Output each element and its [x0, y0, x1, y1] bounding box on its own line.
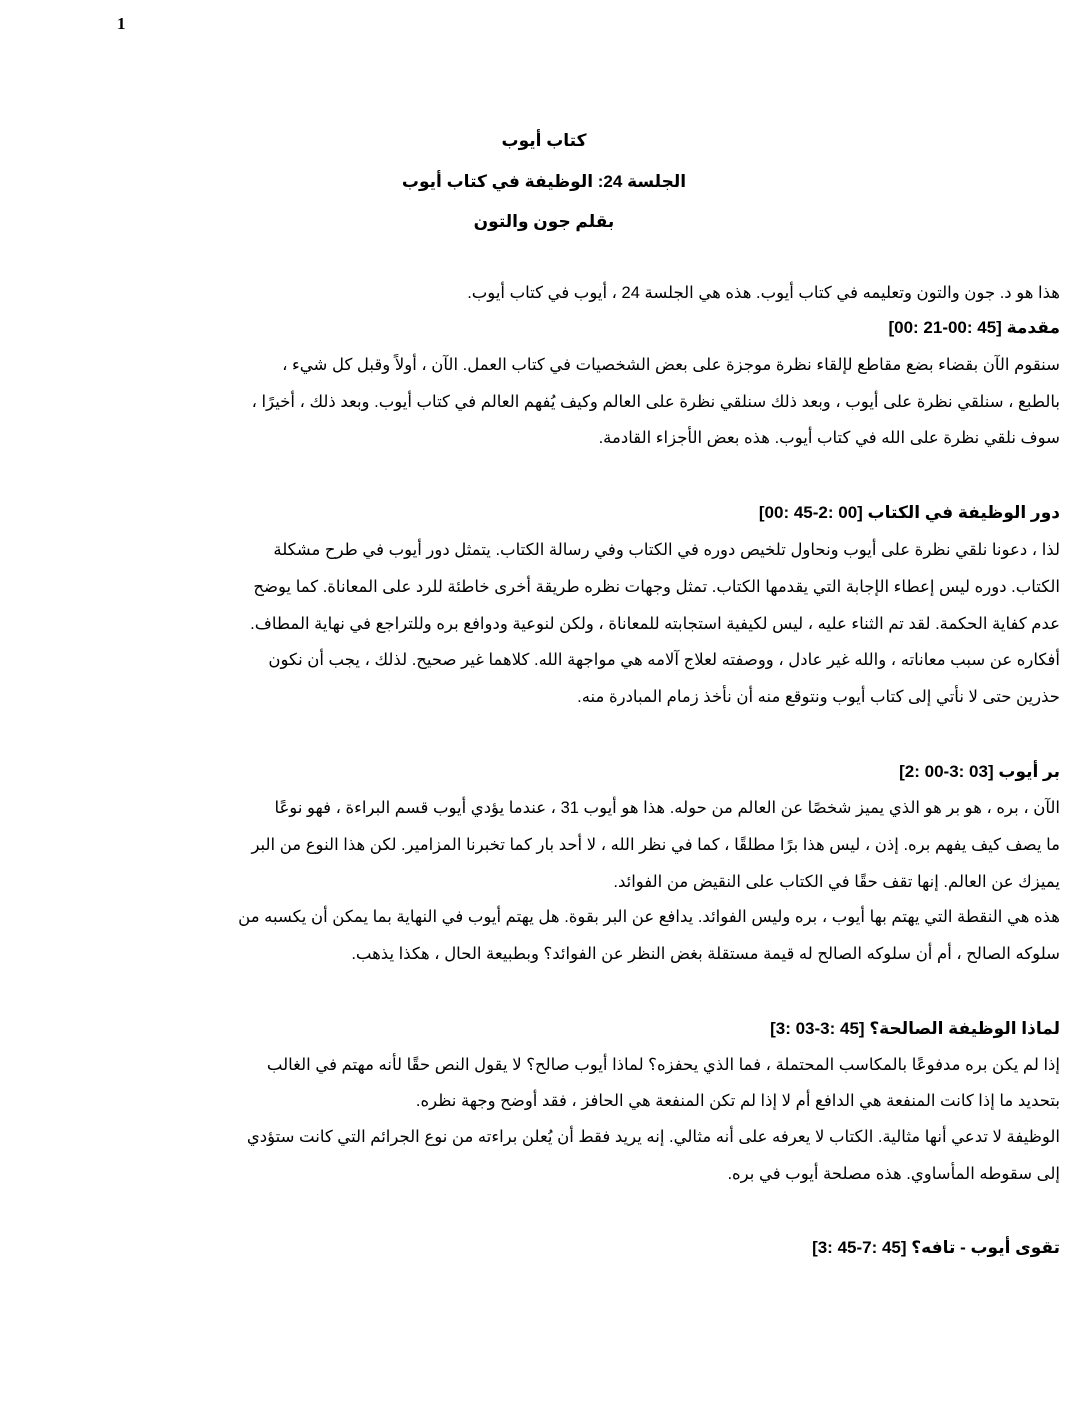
section-heading	[812, 1238, 1060, 1258]
paragraph-line: ما يصف كيف يفهم بره. إذن ، ليس هذا برًا مطلقًا ، كما في نظر الله ، لا أحد بار كما تخبرنا المزامير. لكن هذا النوع من البر	[251, 836, 1060, 854]
paragraph-line: بالطبع ، سنلقي نظرة على أيوب ، وبعد ذلك سنلقي نظرة على العالم وكيف يُفهم العالم في كتاب أيوب. وبعد ذلك ، أخيرًا ،	[251, 393, 1060, 411]
paragraph-line: سوف نلقي نظرة على الله في كتاب أيوب. هذه بعض الأجزاء القادمة.	[598, 429, 1060, 447]
paragraph-line: الآن ، بره ، هو بر هو الذي يميز شخصًا عن العالم من حوله. هذا هو أيوب 31 ، عندما يؤدي أيوب قسم البراءة ، فهو نوعًا	[274, 799, 1060, 817]
paragraph-line: لذا ، دعونا نلقي نظرة على أيوب ونحاول تلخيص دوره في الكتاب وفي رسالة الكتاب. يتمثل دور أيوب في طرح مشكلة	[273, 541, 1060, 559]
paragraph-line: إلى سقوطه المأساوي. هذه مصلحة أيوب في بره.	[727, 1165, 1060, 1183]
section-heading-text: بر أيوب	[998, 762, 1060, 781]
book-title: كتاب أيوب	[501, 131, 587, 150]
paragraph-line: بتحديد ما إذا كانت المنفعة هي الدافع أم لا إذا لم تكن المنفعة هي الحافز ، فقد أوضح وجهة نظره.	[415, 1092, 1060, 1110]
section-heading-text: لماذا الوظيفة الصالحة؟	[869, 1019, 1060, 1038]
section-heading	[888, 318, 1060, 338]
paragraph-line: الوظيفة لا تدعي أنها مثالية. الكتاب لا يعرفه على أنه مثالي. إنه يريد فقط أن يُعلن براءته من نوع الجرائم التي كانت ستؤدي	[246, 1128, 1060, 1146]
section-heading-text: مقدمة	[1006, 318, 1060, 337]
session-title: الجلسة 24: الوظيفة في كتاب أيوب	[401, 172, 687, 191]
section-heading	[759, 503, 1060, 523]
section-heading	[899, 762, 1060, 782]
section-heading-text: تقوى أيوب - تافه؟	[911, 1238, 1060, 1257]
section-timestamp: [00: 21-00: 45]	[888, 318, 1002, 337]
paragraph-line: عدم كفاية الحكمة. لقد تم الثناء عليه ، ليس لكيفية استجابته للمعاناة ، ولكن لنوعية ودوافع بره وللتراجع في نهاية المطاف.	[250, 615, 1060, 633]
paragraph-line: يميزك عن العالم. إنها تقف حقًا في الكتاب على النقيض من الفوائد.	[613, 873, 1060, 891]
page-number: 1	[117, 14, 126, 33]
section-timestamp: [3: 45-7: 45]	[812, 1238, 907, 1257]
section-timestamp: [2: 00-3: 03]	[899, 762, 994, 781]
paragraph-line: إذا لم يكن بره مدفوعًا بالمكاسب المحتملة ، فما الذي يحفزه؟ لماذا أيوب صالح؟ لا يقول النص حقًا لأنه مهتم في الغالب	[266, 1056, 1060, 1074]
intro-paragraph: هذا هو د. جون والتون وتعليمه في كتاب أيوب. هذه هي الجلسة 24 ، أيوب في كتاب أيوب.	[467, 284, 1060, 302]
paragraph-line: هذه هي النقطة التي يهتم بها أيوب ، بره وليس الفوائد. يدافع عن البر بقوة. هل يهتم أيوب في النهاية بما يمكن أن يكسبه من	[238, 908, 1060, 926]
section-heading-text: دور الوظيفة في الكتاب	[867, 503, 1060, 522]
author-line: بقلم جون والتون	[473, 212, 615, 231]
paragraph-line: سنقوم الآن بقضاء بضع مقاطع لإلقاء نظرة موجزة على بعض الشخصيات في كتاب العمل. الآن ، أولاً وقبل كل شيء ،	[282, 356, 1060, 374]
paragraph-line: حذرين حتى لا نأتي إلى كتاب أيوب ونتوقع منه أن نأخذ زمام المبادرة منه.	[577, 688, 1060, 706]
section-timestamp: [00: 45-2: 00]	[758, 503, 863, 522]
paragraph-line: سلوكه الصالح ، أم أن سلوكه الصالح له قيمة مستقلة بغض النظر عن الفوائد؟ وبطبيعة الحال ، هكذا يذهب.	[351, 945, 1060, 963]
section-heading	[770, 1019, 1060, 1039]
section-timestamp: [3: 03-3: 45]	[770, 1019, 865, 1038]
paragraph-line: أفكاره عن سبب معاناته ، والله غير عادل ، ووصفته لعلاج آلامه هي مواجهة الله. كلاهما غير صحيح. لذلك ، يجب أن نكون	[268, 651, 1060, 669]
paragraph-line: الكتاب. دوره ليس إعطاء الإجابة التي يقدمها الكتاب. تمثل وجهات نظره طريقة أخرى خاطئة للرد على المعاناة. كما يوضح	[253, 578, 1060, 596]
